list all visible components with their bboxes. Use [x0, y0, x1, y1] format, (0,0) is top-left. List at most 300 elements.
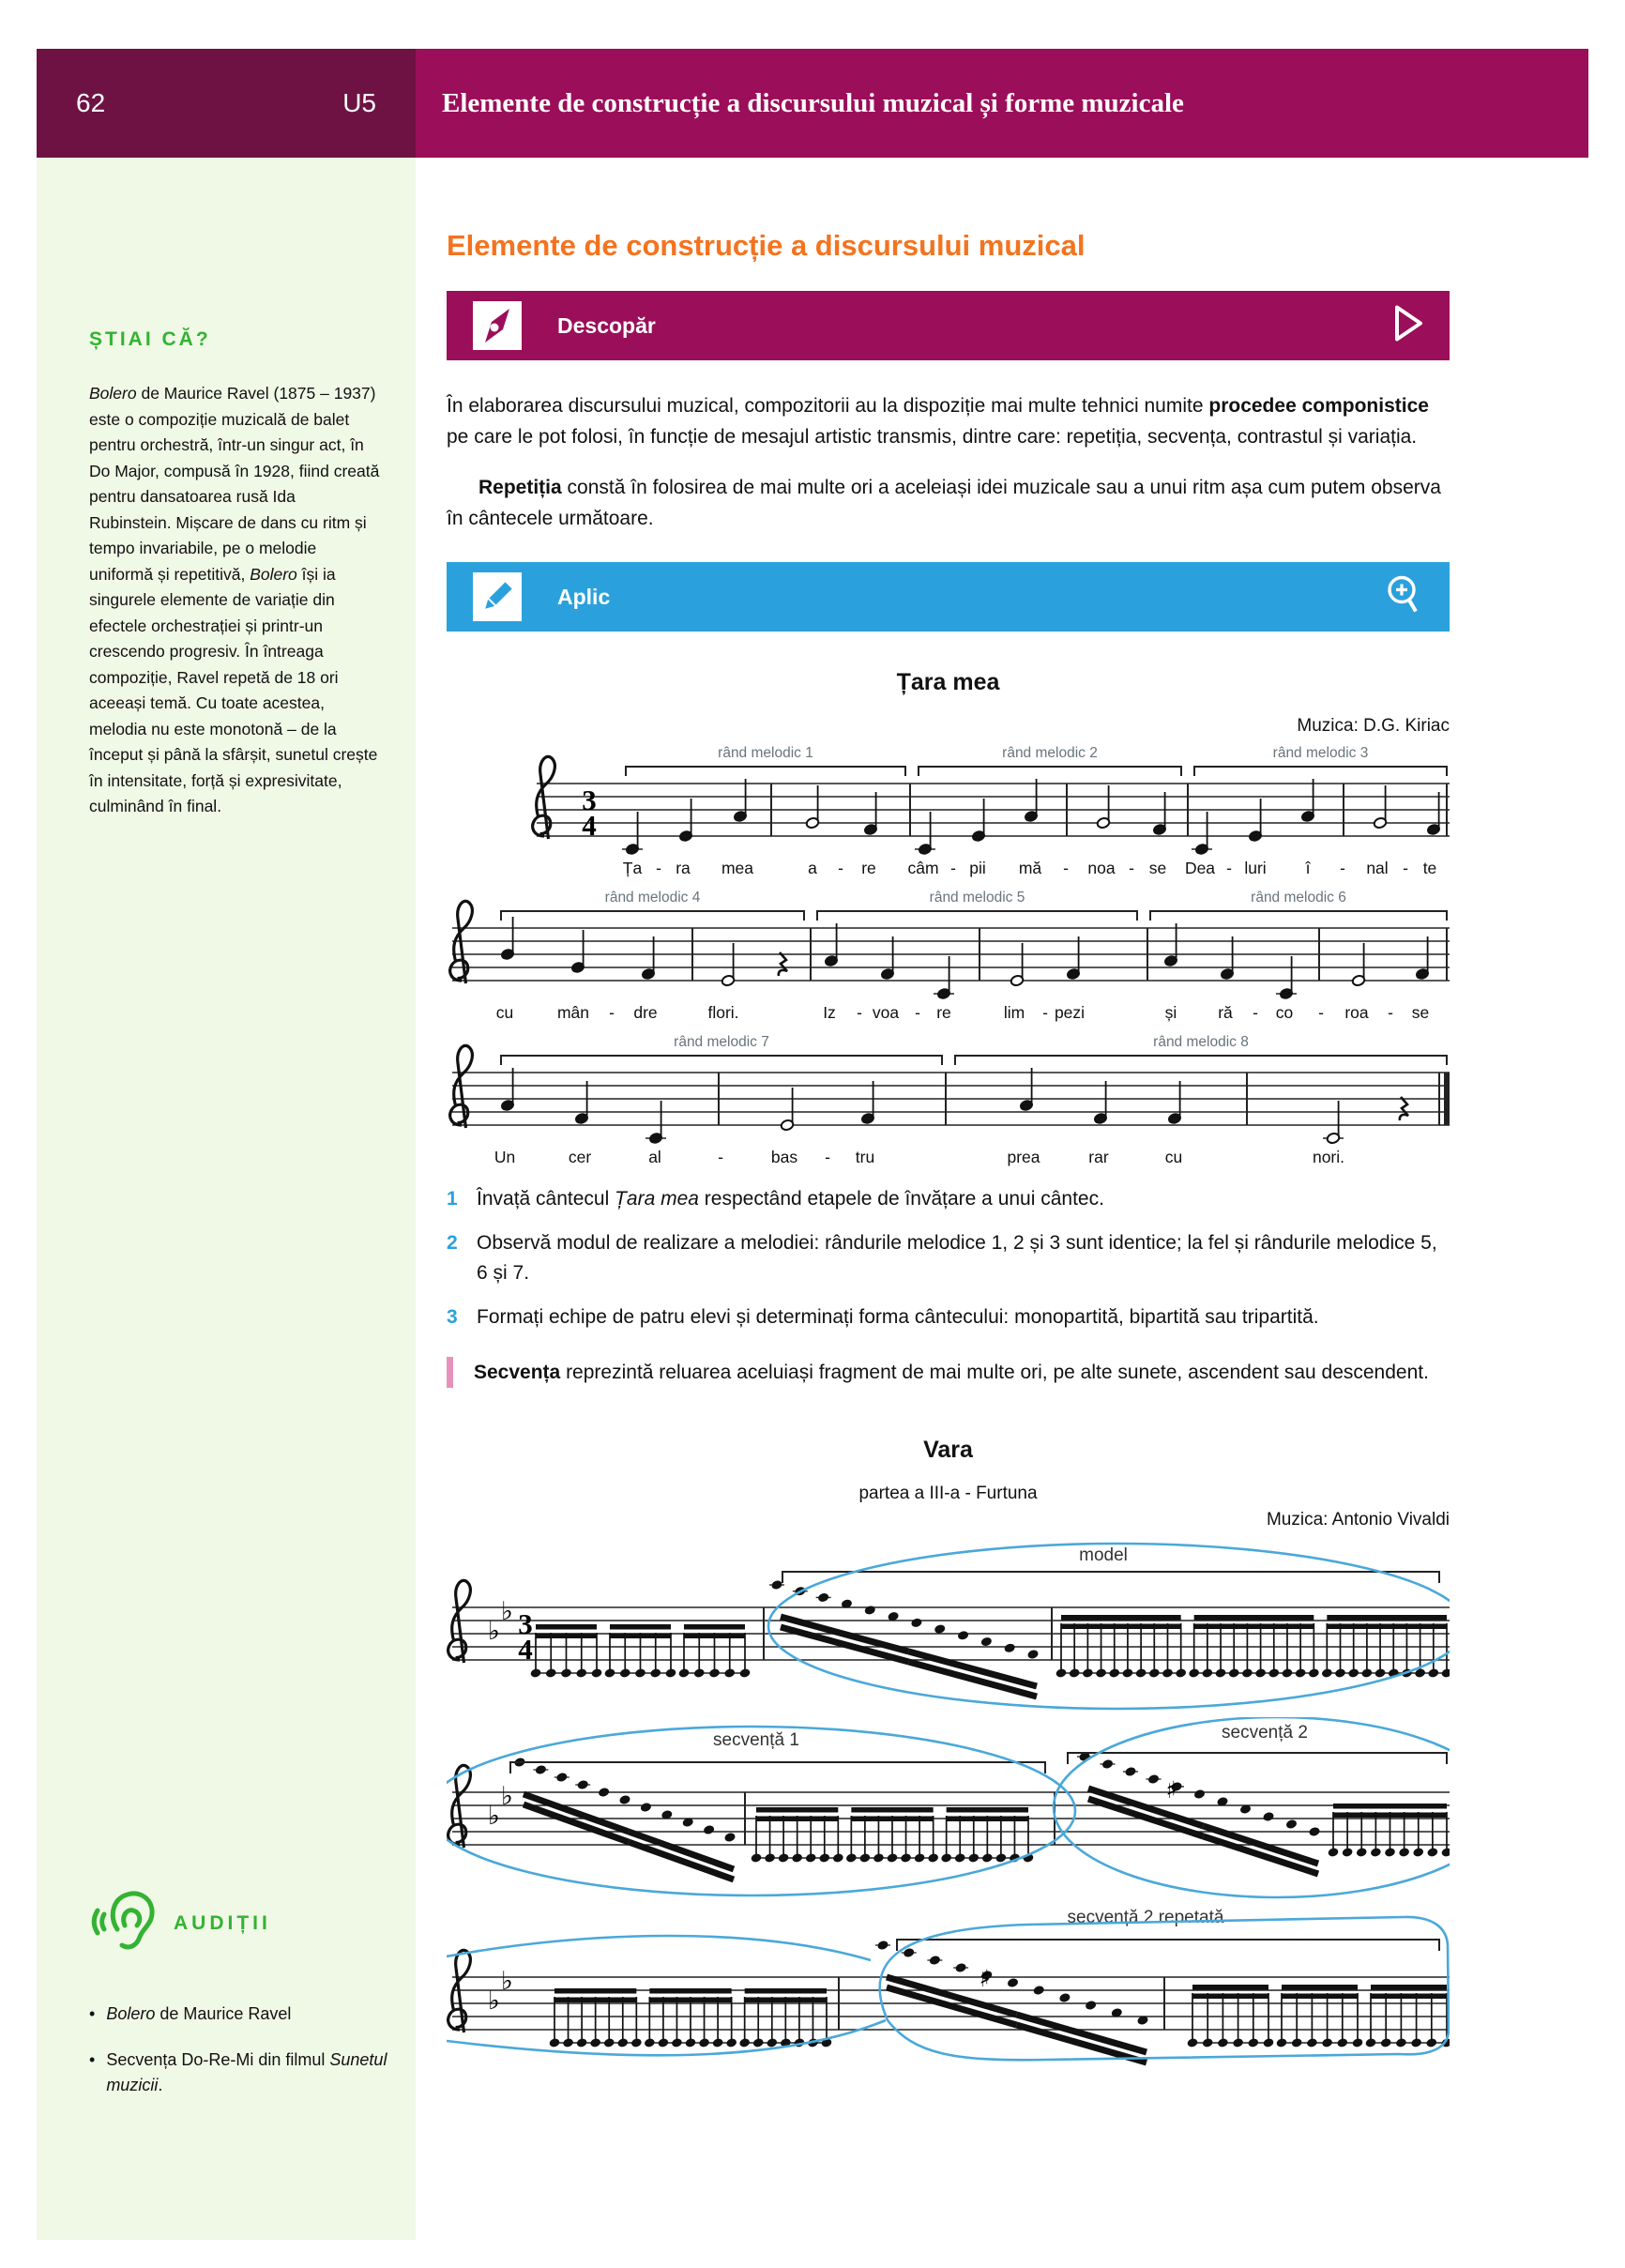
note-head — [766, 2037, 778, 2047]
page-header — [37, 49, 1588, 158]
note-head — [712, 2037, 724, 2047]
lyric-syllable: voa — [872, 1002, 900, 1022]
note-head — [685, 2037, 697, 2047]
lyric-syllable: noa — [1087, 858, 1116, 877]
lyric-syllable: - — [1063, 858, 1069, 877]
note-head — [1441, 1847, 1450, 1857]
task-item — [447, 1228, 1450, 1288]
lyric-syllable: a — [808, 858, 817, 877]
beam — [1327, 1615, 1447, 1621]
note-head — [751, 1852, 763, 1863]
note-head — [1058, 1992, 1071, 2003]
note-head — [1425, 2037, 1437, 2047]
header-unit-box — [37, 49, 416, 158]
apply-label: Aplic — [557, 584, 611, 609]
note-head — [1308, 1667, 1320, 1678]
phrase-label: rând melodic 7 — [674, 1033, 769, 1050]
note-head — [555, 1772, 568, 1783]
lyric-syllable: - — [1403, 858, 1408, 877]
lyric-syllable: re — [861, 858, 876, 877]
lyric-syllable: re — [936, 1002, 951, 1022]
note-head — [1282, 1667, 1294, 1678]
text-segment: de Maurice Ravel — [155, 2004, 292, 2023]
note-head — [535, 1764, 547, 1775]
beam — [1282, 1985, 1358, 1990]
beam — [1327, 1623, 1447, 1629]
note-head — [1370, 1847, 1382, 1857]
phrase-label: rând melodic 2 — [1002, 744, 1098, 761]
apply-banner — [447, 562, 1450, 632]
note-head — [1365, 2037, 1377, 2047]
lyric-syllable: al — [648, 1147, 661, 1166]
note-head — [832, 1852, 844, 1863]
task-number: 1 — [447, 1187, 458, 1210]
intro-paragraph — [447, 390, 1450, 452]
note-head — [649, 1667, 661, 1678]
treble-clef-glyph — [533, 756, 555, 839]
note-head — [640, 1802, 652, 1813]
lyric-syllable: prea — [1007, 1147, 1040, 1166]
phrase-label: rând melodic 4 — [604, 889, 701, 906]
note-head — [1285, 1819, 1298, 1830]
note-head — [805, 1852, 817, 1863]
note-head — [1135, 1667, 1147, 1678]
score-system-2 — [447, 883, 1450, 1026]
lyric-syllable: - — [1340, 858, 1345, 877]
vivaldi-system-1 — [447, 1532, 1450, 1715]
phrase-bracket — [919, 767, 1181, 776]
note-head — [725, 2037, 737, 2047]
lyric-syllable: - — [1318, 1002, 1324, 1022]
discover-banner — [447, 291, 1450, 360]
note-head — [618, 1794, 630, 1805]
note-head — [1193, 1789, 1206, 1800]
note-head — [657, 2037, 669, 2047]
text-segment: Învață cântecul — [477, 1187, 615, 1210]
note-head — [980, 1636, 993, 1647]
task-list — [447, 1184, 1450, 1332]
lyric-syllable: lim — [1003, 1002, 1025, 1022]
score-system-1 — [447, 738, 1450, 881]
note-head — [1241, 1667, 1253, 1678]
beam — [610, 1624, 671, 1630]
note-head — [995, 1852, 1007, 1863]
beam — [756, 1807, 838, 1813]
note-head — [1360, 1667, 1373, 1678]
lyric-syllable: - — [1253, 1002, 1258, 1022]
annotation-label: secvență 2 — [1222, 1722, 1308, 1743]
note-head — [764, 1852, 776, 1863]
note-head — [900, 1852, 912, 1863]
note-head — [770, 1579, 782, 1591]
lyric-syllable: bas — [770, 1147, 798, 1166]
beam — [649, 1988, 731, 1994]
note-head — [591, 1667, 603, 1678]
score-system-3 — [447, 1027, 1450, 1170]
phrase-bracket — [501, 1056, 942, 1065]
text-segment: Secvența Do-Re-Mi din filmul — [106, 2050, 330, 2069]
note-head — [818, 1852, 830, 1863]
auditions-box — [89, 1884, 389, 2119]
beam — [851, 1807, 933, 1813]
beam — [947, 1807, 1028, 1813]
note-head — [630, 2037, 643, 2047]
lyric-syllable: - — [609, 1002, 615, 1022]
final-barline — [1444, 1073, 1450, 1125]
lyric-syllable: mea — [721, 858, 754, 877]
note-head — [665, 1667, 677, 1678]
lyric-syllable: cer — [568, 1147, 592, 1166]
unit-label: U5 — [342, 88, 376, 117]
note-head — [1247, 2037, 1259, 2047]
beam — [1194, 1623, 1314, 1629]
note-head — [545, 1667, 557, 1678]
note-head — [603, 2037, 615, 2047]
note-head — [873, 1852, 885, 1863]
note-head — [1026, 1649, 1039, 1660]
note-head — [1263, 2037, 1275, 2047]
note-head — [1268, 1667, 1280, 1678]
note-head — [671, 2037, 683, 2047]
task-item — [447, 1302, 1450, 1332]
note-head — [940, 1852, 952, 1863]
text-segment: Secvența — [474, 1361, 561, 1383]
flat-sign: ♭ — [501, 1966, 513, 1996]
audition-text — [106, 2002, 291, 2027]
lyric-syllable: te — [1422, 858, 1437, 877]
note-head — [1441, 1667, 1450, 1678]
bullet: • — [89, 2004, 96, 2023]
phrase-bracket — [817, 911, 1137, 921]
note-head — [1108, 1667, 1120, 1678]
song2-subtitle: partea a III-a - Furtuna — [858, 1483, 1038, 1503]
vivaldi-system-2 — [447, 1717, 1450, 1900]
flat-sign: ♭ — [501, 1596, 513, 1626]
note-head — [1356, 1847, 1368, 1857]
audition-item — [89, 2047, 389, 2098]
lyric-syllable: dre — [633, 1002, 658, 1022]
lyric-syllable: nori. — [1312, 1147, 1345, 1166]
note-head — [577, 1779, 589, 1790]
note-head — [1410, 2037, 1422, 2047]
beam — [1192, 1985, 1268, 1990]
note-head — [752, 2037, 765, 2047]
note-head — [1007, 1977, 1019, 1988]
note-head — [693, 1667, 706, 1678]
rest-glyph — [779, 952, 787, 976]
note-head — [644, 2037, 656, 2047]
text-segment: Formați echipe de patru elevi și determinați forma cântecului: monopartită, bipartită sau tripartită. — [477, 1305, 1319, 1328]
note-head — [598, 1787, 610, 1798]
note-head — [858, 1852, 871, 1863]
lyric-syllable: - — [825, 1147, 830, 1166]
beam — [684, 1624, 745, 1630]
song2-composer: Muzica: Antonio Vivaldi — [1266, 1509, 1450, 1530]
text-segment: Repetiția — [478, 477, 562, 498]
note-head — [876, 1940, 888, 1951]
note-head — [929, 1955, 941, 1966]
treble-clef-glyph — [448, 1950, 471, 2032]
note-head — [1295, 1667, 1307, 1678]
audition-item — [89, 2002, 389, 2027]
lyric-syllable: - — [1388, 1002, 1393, 1022]
phrase-bracket — [501, 911, 804, 921]
note-head — [1215, 1667, 1227, 1678]
beam — [1371, 1985, 1447, 1990]
header-title: Elemente de construcție a discursului muzical și forme muzicale — [442, 87, 1184, 118]
note-head — [604, 1667, 616, 1678]
note-head — [616, 2037, 629, 2047]
text-segment: pe care le pot folosi, în funcție de mesajul artistic transmis, dintre care: repetiția, secvența, contrastul și variația. — [447, 426, 1418, 448]
annotation-curve — [447, 2020, 886, 2055]
rest-glyph — [1400, 1097, 1408, 1120]
phrase-bracket — [626, 767, 905, 776]
lyric-syllable: roa — [1344, 1002, 1369, 1022]
lyric-syllable: mă — [1018, 858, 1042, 877]
lyric-syllable: se — [1148, 858, 1167, 877]
beam — [554, 1988, 636, 1994]
note-head — [1398, 1847, 1410, 1857]
zoom-in-icon[interactable] — [1384, 574, 1425, 620]
beam — [1282, 1993, 1358, 1999]
discover-label: Descopăr — [557, 312, 656, 338]
note-head — [1427, 1667, 1439, 1678]
phrase-bracket — [1150, 911, 1447, 921]
task-number: 3 — [447, 1305, 458, 1328]
note-head — [549, 2037, 561, 2047]
flat-sign: ♭ — [488, 1801, 500, 1831]
phrase-label: rând melodic 5 — [929, 889, 1025, 906]
lesson-title: Elemente de construcție a discursului muzical — [447, 229, 1086, 262]
note-head — [562, 2037, 574, 2047]
note-head — [817, 1591, 829, 1603]
note-head — [703, 1824, 715, 1835]
note-head — [738, 2037, 751, 2047]
beam — [1061, 1623, 1181, 1629]
note-head — [864, 1605, 876, 1616]
did-you-know-title: ȘTIAI CĂ? — [89, 328, 211, 350]
note-head — [634, 1667, 646, 1678]
note-head — [954, 1962, 966, 1973]
note-head — [1148, 1667, 1161, 1678]
note-head — [845, 1852, 858, 1863]
lyric-syllable: Dea — [1184, 858, 1216, 877]
lyric-syllable: ra — [676, 858, 691, 877]
phrase-label: rând melodic 3 — [1272, 744, 1369, 761]
note-head — [678, 1667, 691, 1678]
note-head — [589, 2037, 601, 2047]
note-head — [887, 1852, 899, 1863]
note-head — [723, 1832, 736, 1843]
annotation-label: secvență 1 — [713, 1729, 799, 1750]
note-head — [1124, 1766, 1136, 1777]
repetition-paragraph — [447, 472, 1450, 534]
audition-text — [106, 2047, 389, 2098]
note-head — [1217, 2037, 1229, 2047]
phrase-bracket — [897, 1940, 1439, 1951]
text-segment: . — [158, 2076, 163, 2094]
page-number: 62 — [76, 88, 106, 117]
note-head — [1069, 1667, 1081, 1678]
task-item — [447, 1184, 1450, 1214]
text-segment: respectând etapele de învățare a unui cântec. — [698, 1187, 1104, 1210]
time-signature: 3 — [582, 783, 597, 816]
lyric-syllable: Ța — [622, 858, 643, 877]
phrase-label: rând melodic 6 — [1251, 889, 1346, 906]
note-head — [791, 1852, 803, 1863]
note-head — [1347, 1667, 1359, 1678]
note-head — [1262, 1811, 1274, 1822]
lyric-syllable: î — [1305, 858, 1311, 877]
note-head — [1202, 2037, 1214, 2047]
note-head — [934, 1623, 946, 1635]
beam — [1061, 1615, 1181, 1621]
note-head — [1321, 2037, 1333, 2047]
note-head — [739, 1667, 752, 1678]
text-segment: Sunetul muzicii — [106, 2050, 387, 2094]
note-head — [1232, 2037, 1244, 2047]
song2-block — [447, 1437, 1450, 2085]
text-segment: Bolero — [250, 564, 297, 584]
task-text — [477, 1228, 1450, 1288]
text-segment: Țara mea — [615, 1187, 699, 1210]
text-segment: Bolero — [89, 384, 137, 403]
lyric-syllable: - — [950, 858, 956, 877]
note-head — [957, 1629, 969, 1640]
note-head — [1254, 1667, 1267, 1678]
lyric-syllable: luri — [1244, 858, 1267, 877]
phrase-bracket — [510, 1762, 1045, 1773]
note-head — [1342, 1847, 1354, 1857]
vivaldi-system-3 — [447, 1902, 1450, 2085]
lyric-syllable: cu — [1164, 1147, 1183, 1166]
note-head — [981, 1852, 994, 1863]
note-head — [1188, 1667, 1200, 1678]
note-head — [1147, 1773, 1160, 1785]
ear-icon — [89, 1884, 160, 1962]
note-head — [1082, 1667, 1094, 1678]
note-head — [1426, 1847, 1438, 1857]
phrase-bracket — [1194, 767, 1447, 776]
lyric-syllable: și — [1164, 1002, 1177, 1022]
task-number: 2 — [447, 1231, 458, 1254]
song1-title: Țara mea — [896, 669, 1000, 695]
lyric-syllable: flori. — [707, 1002, 739, 1022]
note-head — [619, 1667, 631, 1678]
auditions-title: AUDIȚII — [174, 1911, 271, 1934]
note-head — [1374, 1667, 1387, 1678]
compass-icon — [473, 301, 522, 350]
text-segment: reprezintă reluarea aceluiași fragment de mai multe ori, pe alte sunete, ascendent sau descendent. — [560, 1361, 1429, 1383]
sequence-definition — [447, 1357, 1450, 1388]
phrase-bracket — [782, 1572, 1439, 1583]
note-head — [927, 1852, 939, 1863]
lyric-syllable: se — [1411, 1002, 1430, 1022]
lyric-syllable: câm — [907, 858, 939, 877]
lyric-syllable: - — [1129, 858, 1134, 877]
annotation-label: model — [1079, 1545, 1128, 1565]
note-head — [576, 2037, 588, 2047]
lyric-syllable: - — [1226, 858, 1232, 877]
note-head — [530, 1667, 542, 1678]
main-content — [447, 158, 1450, 2085]
note-head — [1175, 1667, 1187, 1678]
note-head — [1412, 1847, 1424, 1857]
note-head — [910, 1617, 922, 1628]
beam — [745, 1988, 827, 1994]
text-segment: Bolero — [106, 2004, 156, 2023]
beam — [536, 1624, 597, 1630]
lyric-syllable: Un — [494, 1147, 516, 1166]
note-head — [1328, 1847, 1340, 1857]
lyric-syllable: - — [838, 858, 843, 877]
bullet: • — [89, 2050, 96, 2069]
note-head — [1384, 1847, 1396, 1857]
phrase-label: rând melodic 8 — [1153, 1033, 1249, 1050]
header-title-band — [416, 49, 1588, 158]
auditions-list — [89, 2002, 389, 2098]
text-segment: de Maurice Ravel (1875 – 1937) este o compoziție muzicală de balet pentru orchestră, într-un singur act, în Do Major, compusă în 1928, fiind creată pentru dansatoarea rusă Ida Rubinstein. Mișcare de dans cu ritm și tempo invariabile, pe o melodie uniformă și repetitivă, — [89, 384, 380, 584]
song1-composer: Muzica: D.G. Kiriac — [1297, 715, 1450, 736]
time-signature: 3 — [518, 1606, 533, 1640]
play-icon[interactable] — [1393, 305, 1425, 347]
lyric-syllable: nal — [1366, 858, 1389, 877]
lyric-syllable: cu — [495, 1002, 514, 1022]
annotation-label: secvență 2 repetată — [1067, 1907, 1224, 1927]
lyric-syllable: pezi — [1054, 1002, 1086, 1022]
lyric-syllable: pii — [969, 858, 986, 877]
treble-clef-glyph — [450, 1045, 473, 1128]
note-head — [1321, 1667, 1333, 1678]
lyric-syllable: - — [915, 1002, 920, 1022]
note-head — [1162, 1667, 1174, 1678]
beam — [1371, 1993, 1447, 1999]
note-head — [954, 1852, 966, 1863]
note-head — [1336, 2037, 1348, 2047]
lyric-syllable: rar — [1088, 1147, 1109, 1166]
note-head — [723, 1667, 736, 1678]
note-head — [1308, 1826, 1320, 1837]
pencil-icon — [473, 572, 522, 621]
note-head — [778, 1852, 790, 1863]
note-head — [1101, 1758, 1114, 1770]
note-head — [1228, 1667, 1240, 1678]
beam — [1333, 1804, 1447, 1809]
time-signature: 4 — [518, 1632, 533, 1666]
note-head — [1380, 2037, 1392, 2047]
note-head — [967, 1852, 980, 1863]
flat-sign: ♭ — [488, 1616, 500, 1646]
note-head — [1291, 2037, 1303, 2047]
note-head — [914, 1852, 926, 1863]
note-head — [1004, 1642, 1016, 1653]
note-head — [1187, 2037, 1199, 2047]
treble-clef-glyph — [450, 901, 473, 983]
lyric-syllable: - — [857, 1002, 862, 1022]
text-segment: În elaborarea discursului muzical, compozitorii au la dispoziție mai multe tehnici numite — [447, 395, 1209, 417]
note-head — [560, 1667, 572, 1678]
flat-sign: ♭ — [488, 1986, 500, 2016]
note-head — [1201, 1667, 1213, 1678]
note-head — [1306, 2037, 1318, 2047]
text-segment: Observă modul de realizare a melodiei: rândurile melodice 1, 2 și 3 sunt identice; la fel și rândurile melodice 5, 6 și 7. — [477, 1231, 1437, 1284]
lyric-syllable: Iz — [823, 1002, 836, 1022]
treble-clef-glyph — [448, 1580, 471, 1663]
note-head — [698, 2037, 710, 2047]
note-head — [1334, 1667, 1346, 1678]
lyric-syllable: mân — [556, 1002, 590, 1022]
flat-sign: ♭ — [501, 1781, 513, 1811]
